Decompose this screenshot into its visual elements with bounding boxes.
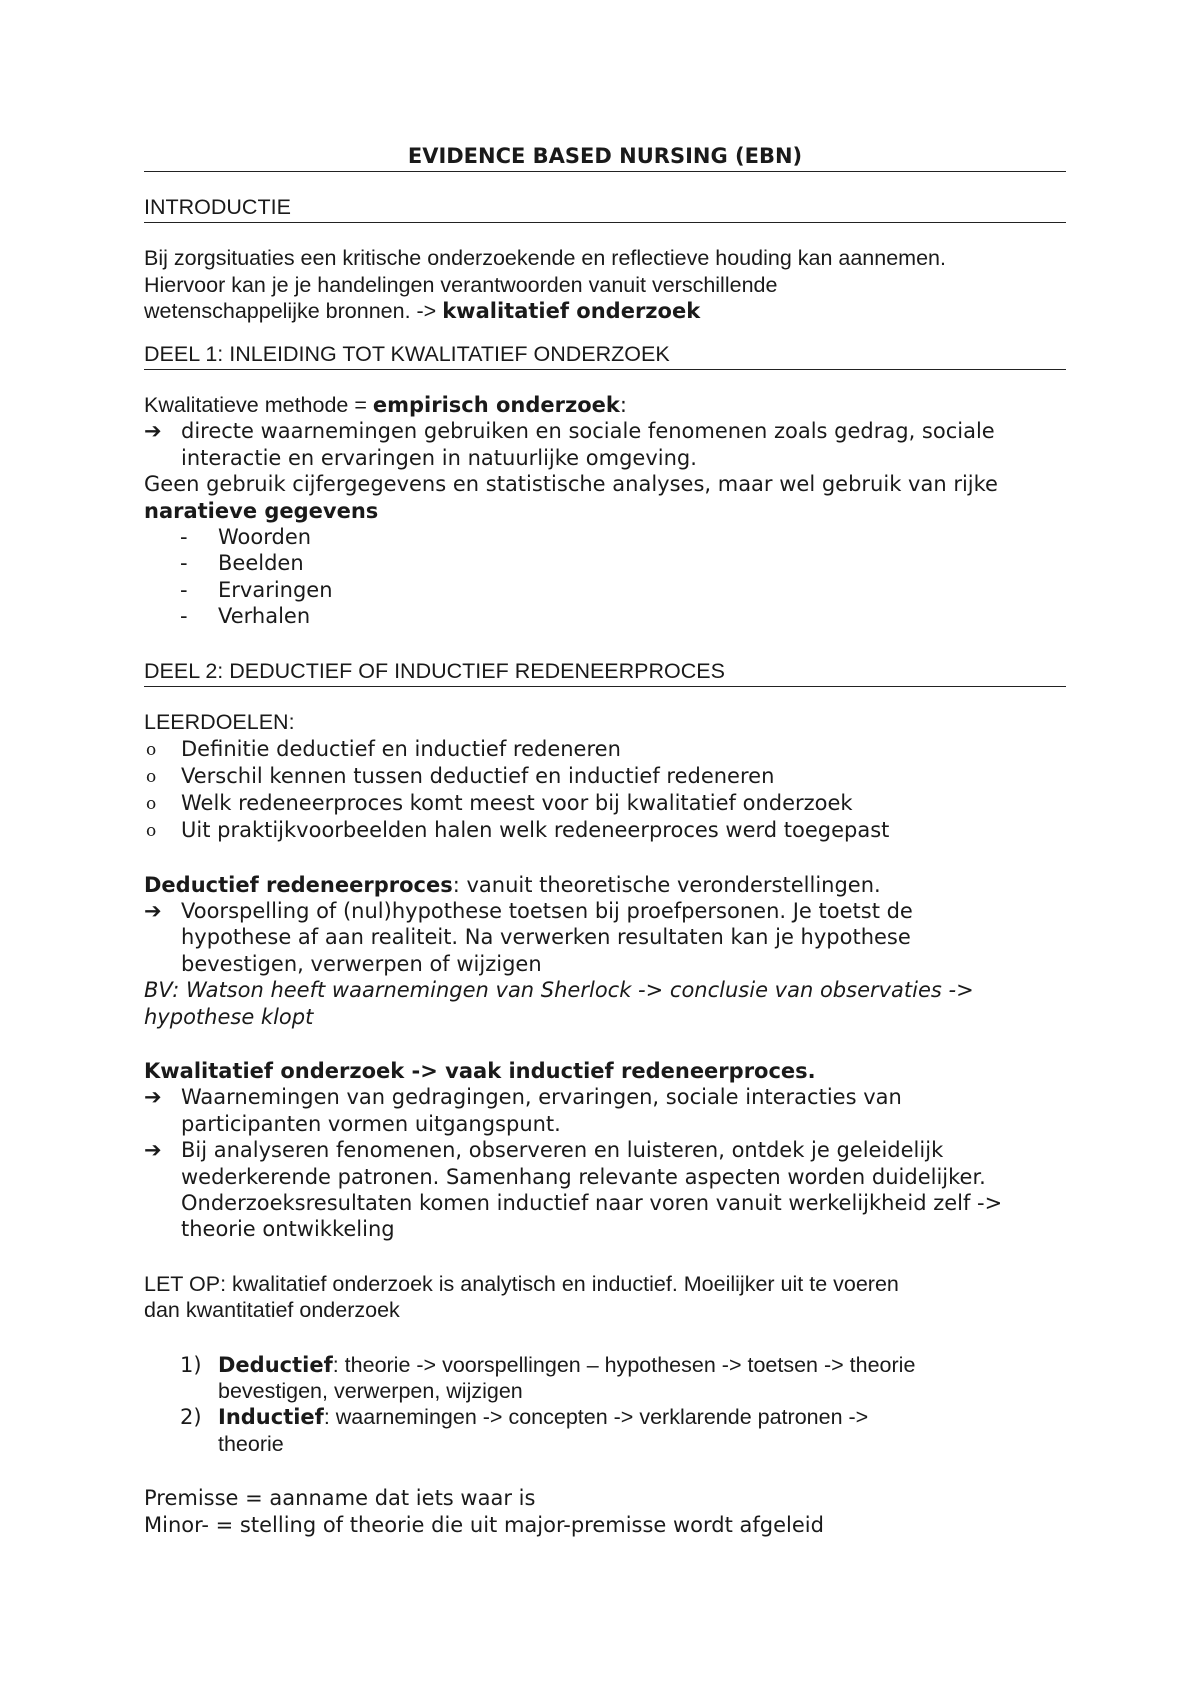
dash-list-item — [144, 603, 1066, 629]
intro-line: Hiervoor kan je je handelingen verantwoorden vanuit verschillende — [144, 272, 778, 297]
arrow-bullet-item — [144, 1084, 1066, 1110]
leerdoel-item — [144, 736, 1066, 763]
section-heading-deel-2: DEEL 2: DEDUCTIEF OF INDUCTIEF REDENEERPROCES — [144, 658, 1066, 687]
dash-item-text: Verhalen — [218, 604, 311, 629]
arrow-item-text: directe waarnemingen gebruiken en sociale fenomenen zoals gedrag, sociale — [181, 419, 995, 444]
example-line: hypothese klopt — [144, 1004, 314, 1029]
dash-item-text: Woorden — [218, 525, 312, 550]
numbered-rest: : waarnemingen -> concepten -> verklarende patronen -> — [323, 1405, 869, 1430]
arrow-icon: ➔ — [144, 419, 162, 444]
arrow-item-continuation: theorie ontwikkeling — [181, 1217, 395, 1242]
numbered-item — [144, 1352, 1066, 1378]
arrow-bullet-item — [144, 1137, 1066, 1163]
section-heading-introductie: INTRODUCTIE — [144, 194, 1066, 223]
numbered-continuation: theorie — [218, 1431, 284, 1456]
example-line: BV: Watson heeft waarnemingen van Sherlock -> conclusie van observaties -> — [144, 978, 974, 1003]
dash-list-item — [144, 550, 1066, 576]
numbered-bold: Deductief — [218, 1352, 333, 1377]
document-title: EVIDENCE BASED NURSING (EBN) — [144, 143, 1066, 172]
method-bold: empirisch onderzoek — [372, 393, 620, 418]
leerdoel-item — [144, 790, 1066, 817]
number-label: 2) — [180, 1405, 202, 1430]
arrow-icon: ➔ — [144, 1138, 162, 1163]
method-prefix: Kwalitatieve methode = — [144, 393, 373, 418]
leerdoel-text: Definitie deductief en inductief redeneren — [181, 736, 621, 761]
arrow-item-text: Bij analyseren fenomenen, observeren en luisteren, ontdek je geleidelijk — [181, 1138, 944, 1163]
leerdoel-item — [144, 763, 1066, 790]
circle-bullet-icon: o — [146, 739, 157, 760]
arrow-item-continuation: wederkerende patronen. Samenhang relevante aspecten worden duidelijker. — [181, 1164, 986, 1189]
letop-line: dan kwantitatief onderzoek — [144, 1298, 400, 1323]
deductief-rest: : vanuit theoretische veronderstellingen. — [452, 872, 881, 897]
method-line — [144, 392, 1066, 418]
arrow-bullet-item — [144, 418, 1066, 444]
numbered-bold: Inductief — [218, 1405, 324, 1430]
arrow-icon: ➔ — [144, 1085, 162, 1110]
arrow-item-continuation: hypothese af aan realiteit. Na verwerken resultaten kan je hypothese — [181, 925, 911, 950]
arrow-item-text: Voorspelling of (nul)hypothese toetsen bij proefpersonen. Je toetst de — [181, 898, 913, 923]
deductief-line — [144, 872, 1066, 898]
circle-bullet-icon: o — [146, 793, 157, 814]
kwalitatief-heading: Kwalitatief onderzoek -> vaak inductief redeneerproces. — [144, 1058, 816, 1083]
arrow-item-continuation: Onderzoeksresultaten komen inductief naar voren vanuit werkelijkheid zelf -> — [181, 1190, 1003, 1215]
intro-line: Bij zorgsituaties een kritische onderzoekende en reflectieve houding kan aannemen. — [144, 246, 946, 271]
dash-list-item — [144, 524, 1066, 550]
number-label: 1) — [180, 1352, 202, 1377]
leerdoel-text: Verschil kennen tussen deductief en inductief redeneren — [181, 763, 775, 788]
leerdoel-text: Uit praktijkvoorbeelden halen welk redeneerproces werd toegepast — [181, 817, 890, 842]
document-body — [144, 143, 1066, 1538]
dash-item-text: Beelden — [218, 551, 304, 576]
intro-text: wetenschappelijke bronnen. -> — [144, 299, 443, 324]
arrow-bullet-item — [144, 898, 1066, 924]
arrow-item-text: Waarnemingen van gedragingen, ervaringen, sociale interacties van — [181, 1085, 902, 1110]
dash-icon: - — [180, 577, 188, 602]
arrow-item-continuation: bevestigen, verwerpen of wijzigen — [181, 951, 542, 976]
premisse-line: Minor- = stelling of theorie die uit major-premisse wordt afgeleid — [144, 1512, 824, 1537]
numbered-rest: : theorie -> voorspellingen – hypothesen -> toetsen -> theorie — [332, 1352, 916, 1377]
dash-icon: - — [180, 551, 188, 576]
letop-line: LET OP: kwalitatief onderzoek is analytisch en inductief. Moeilijker uit te voeren — [144, 1271, 899, 1296]
dash-list-item — [144, 577, 1066, 603]
method-suffix: : — [619, 393, 627, 418]
leerdoel-item — [144, 817, 1066, 844]
no-use-line: Geen gebruik cijfergegevens en statistische analyses, maar wel gebruik van rijke — [144, 472, 998, 497]
intro-bold-text: kwalitatief onderzoek — [442, 299, 701, 324]
leerdoel-text: Welk redeneerproces komt meest voor bij kwalitatief onderzoek — [181, 790, 853, 815]
intro-line — [144, 298, 1066, 324]
circle-bullet-icon: o — [146, 766, 157, 787]
leerdoelen-label: LEERDOELEN: — [144, 710, 295, 735]
arrow-icon: ➔ — [144, 898, 162, 923]
dash-icon: - — [180, 525, 188, 550]
deductief-bold: Deductief redeneerproces — [144, 872, 453, 897]
section-heading-deel-1: DEEL 1: INLEIDING TOT KWALITATIEF ONDERZOEK — [144, 341, 1066, 370]
numbered-item — [144, 1404, 1066, 1430]
numbered-continuation: bevestigen, verwerpen, wijzigen — [218, 1379, 523, 1403]
dash-icon: - — [180, 604, 188, 629]
narrative-bold-line: naratieve gegevens — [144, 498, 379, 523]
premisse-line: Premisse = aanname dat iets waar is — [144, 1486, 536, 1511]
circle-bullet-icon: o — [146, 820, 157, 841]
dash-item-text: Ervaringen — [218, 577, 333, 602]
arrow-item-continuation: participanten vormen uitgangspunt. — [181, 1111, 561, 1136]
arrow-item-continuation: interactie en ervaringen in natuurlijke omgeving. — [181, 445, 697, 470]
